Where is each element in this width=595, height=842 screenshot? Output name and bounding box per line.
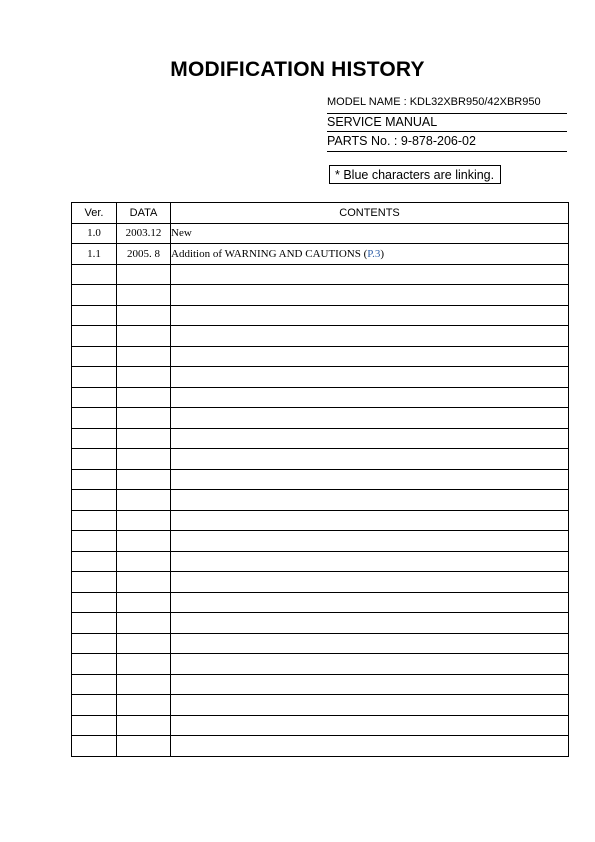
cell-ver	[72, 715, 117, 736]
cell-data	[117, 285, 171, 306]
cell-contents	[171, 449, 569, 470]
cell-contents	[171, 428, 569, 449]
cell-data	[117, 510, 171, 531]
cell-data: 2005. 8	[117, 244, 171, 265]
cell-data	[117, 408, 171, 429]
table-header-row	[72, 203, 569, 224]
cell-data	[117, 551, 171, 572]
page-link[interactable]: P.3	[367, 247, 381, 260]
cell-data	[117, 264, 171, 285]
cell-contents	[171, 490, 569, 511]
cell-contents	[171, 285, 569, 306]
cell-data	[117, 469, 171, 490]
meta-divider	[327, 113, 567, 114]
cell-data	[117, 387, 171, 408]
cell-ver	[72, 449, 117, 470]
cell-ver	[72, 469, 117, 490]
cell-contents	[171, 654, 569, 675]
cell-contents	[171, 592, 569, 613]
cell-contents	[171, 510, 569, 531]
header-ver: Ver.	[72, 203, 117, 224]
table-row-empty	[72, 326, 569, 347]
contents-text: Addition of WARNING AND CAUTIONS (	[171, 247, 368, 260]
page-title: MODIFICATION HISTORY	[170, 58, 425, 81]
table-row-empty	[72, 408, 569, 429]
cell-data	[117, 346, 171, 367]
cell-ver	[72, 428, 117, 449]
table-row-empty	[72, 654, 569, 675]
cell-ver	[72, 326, 117, 347]
table-row-empty	[72, 531, 569, 552]
cell-ver	[72, 490, 117, 511]
cell-ver: 1.1	[72, 244, 117, 265]
cell-contents	[171, 674, 569, 695]
table-row-empty	[72, 428, 569, 449]
cell-data	[117, 674, 171, 695]
table-row-empty	[72, 264, 569, 285]
cell-contents	[171, 326, 569, 347]
cell-data	[117, 736, 171, 757]
cell-data	[117, 326, 171, 347]
service-manual: SERVICE MANUAL	[327, 115, 438, 129]
table-row-empty	[72, 449, 569, 470]
cell-contents	[171, 305, 569, 326]
cell-data	[117, 531, 171, 552]
cell-ver	[72, 572, 117, 593]
model-name: MODEL NAME : KDL32XBR950/42XBR950	[327, 96, 541, 108]
cell-data	[117, 572, 171, 593]
cell-contents	[171, 613, 569, 634]
cell-contents	[171, 387, 569, 408]
cell-contents	[171, 633, 569, 654]
table-row-empty	[72, 367, 569, 388]
cell-ver	[72, 674, 117, 695]
parts-number: PARTS No. : 9-878-206-02	[327, 134, 476, 148]
cell-ver	[72, 285, 117, 306]
cell-ver	[72, 695, 117, 716]
cell-ver	[72, 305, 117, 326]
cell-ver	[72, 408, 117, 429]
table-row-empty	[72, 695, 569, 716]
cell-contents: New	[171, 223, 569, 244]
cell-contents	[171, 551, 569, 572]
table-row-empty	[72, 715, 569, 736]
modification-history-table	[71, 202, 569, 757]
header-data: DATA	[117, 203, 171, 224]
cell-contents	[171, 531, 569, 552]
cell-data	[117, 592, 171, 613]
meta-divider	[327, 131, 567, 132]
cell-contents	[171, 408, 569, 429]
cell-data	[117, 695, 171, 716]
cell-ver	[72, 346, 117, 367]
cell-data	[117, 654, 171, 675]
table-row	[72, 223, 569, 244]
table-row-empty	[72, 551, 569, 572]
cell-data	[117, 428, 171, 449]
cell-ver	[72, 510, 117, 531]
cell-ver: 1.0	[72, 223, 117, 244]
header-contents: CONTENTS	[171, 203, 569, 224]
cell-data	[117, 305, 171, 326]
table-row-empty	[72, 346, 569, 367]
table-row-empty	[72, 572, 569, 593]
table-row-empty	[72, 510, 569, 531]
meta-divider	[327, 151, 567, 152]
cell-ver	[72, 613, 117, 634]
cell-data	[117, 633, 171, 654]
table-row-empty	[72, 387, 569, 408]
cell-ver	[72, 531, 117, 552]
cell-data: 2003.12	[117, 223, 171, 244]
table-row-empty	[72, 613, 569, 634]
cell-data	[117, 613, 171, 634]
cell-ver	[72, 633, 117, 654]
cell-data	[117, 449, 171, 470]
cell-ver	[72, 592, 117, 613]
cell-data	[117, 490, 171, 511]
cell-ver	[72, 264, 117, 285]
table-row-empty	[72, 490, 569, 511]
cell-contents	[171, 572, 569, 593]
cell-contents	[171, 244, 569, 265]
linking-note: * Blue characters are linking.	[329, 165, 501, 184]
table-row-empty	[72, 285, 569, 306]
cell-contents	[171, 715, 569, 736]
cell-contents	[171, 695, 569, 716]
cell-contents	[171, 367, 569, 388]
contents-text-close: )	[380, 247, 385, 260]
cell-ver	[72, 551, 117, 572]
cell-ver	[72, 736, 117, 757]
table-row-empty	[72, 305, 569, 326]
table-row	[72, 244, 569, 265]
cell-data	[117, 715, 171, 736]
table-row-empty	[72, 592, 569, 613]
cell-ver	[72, 387, 117, 408]
cell-contents	[171, 264, 569, 285]
cell-contents	[171, 469, 569, 490]
cell-ver	[72, 654, 117, 675]
cell-ver	[72, 367, 117, 388]
table-row-empty	[72, 469, 569, 490]
cell-contents	[171, 346, 569, 367]
table-row-empty	[72, 736, 569, 757]
cell-contents	[171, 736, 569, 757]
table-row-empty	[72, 633, 569, 654]
table-row-empty	[72, 674, 569, 695]
cell-data	[117, 367, 171, 388]
